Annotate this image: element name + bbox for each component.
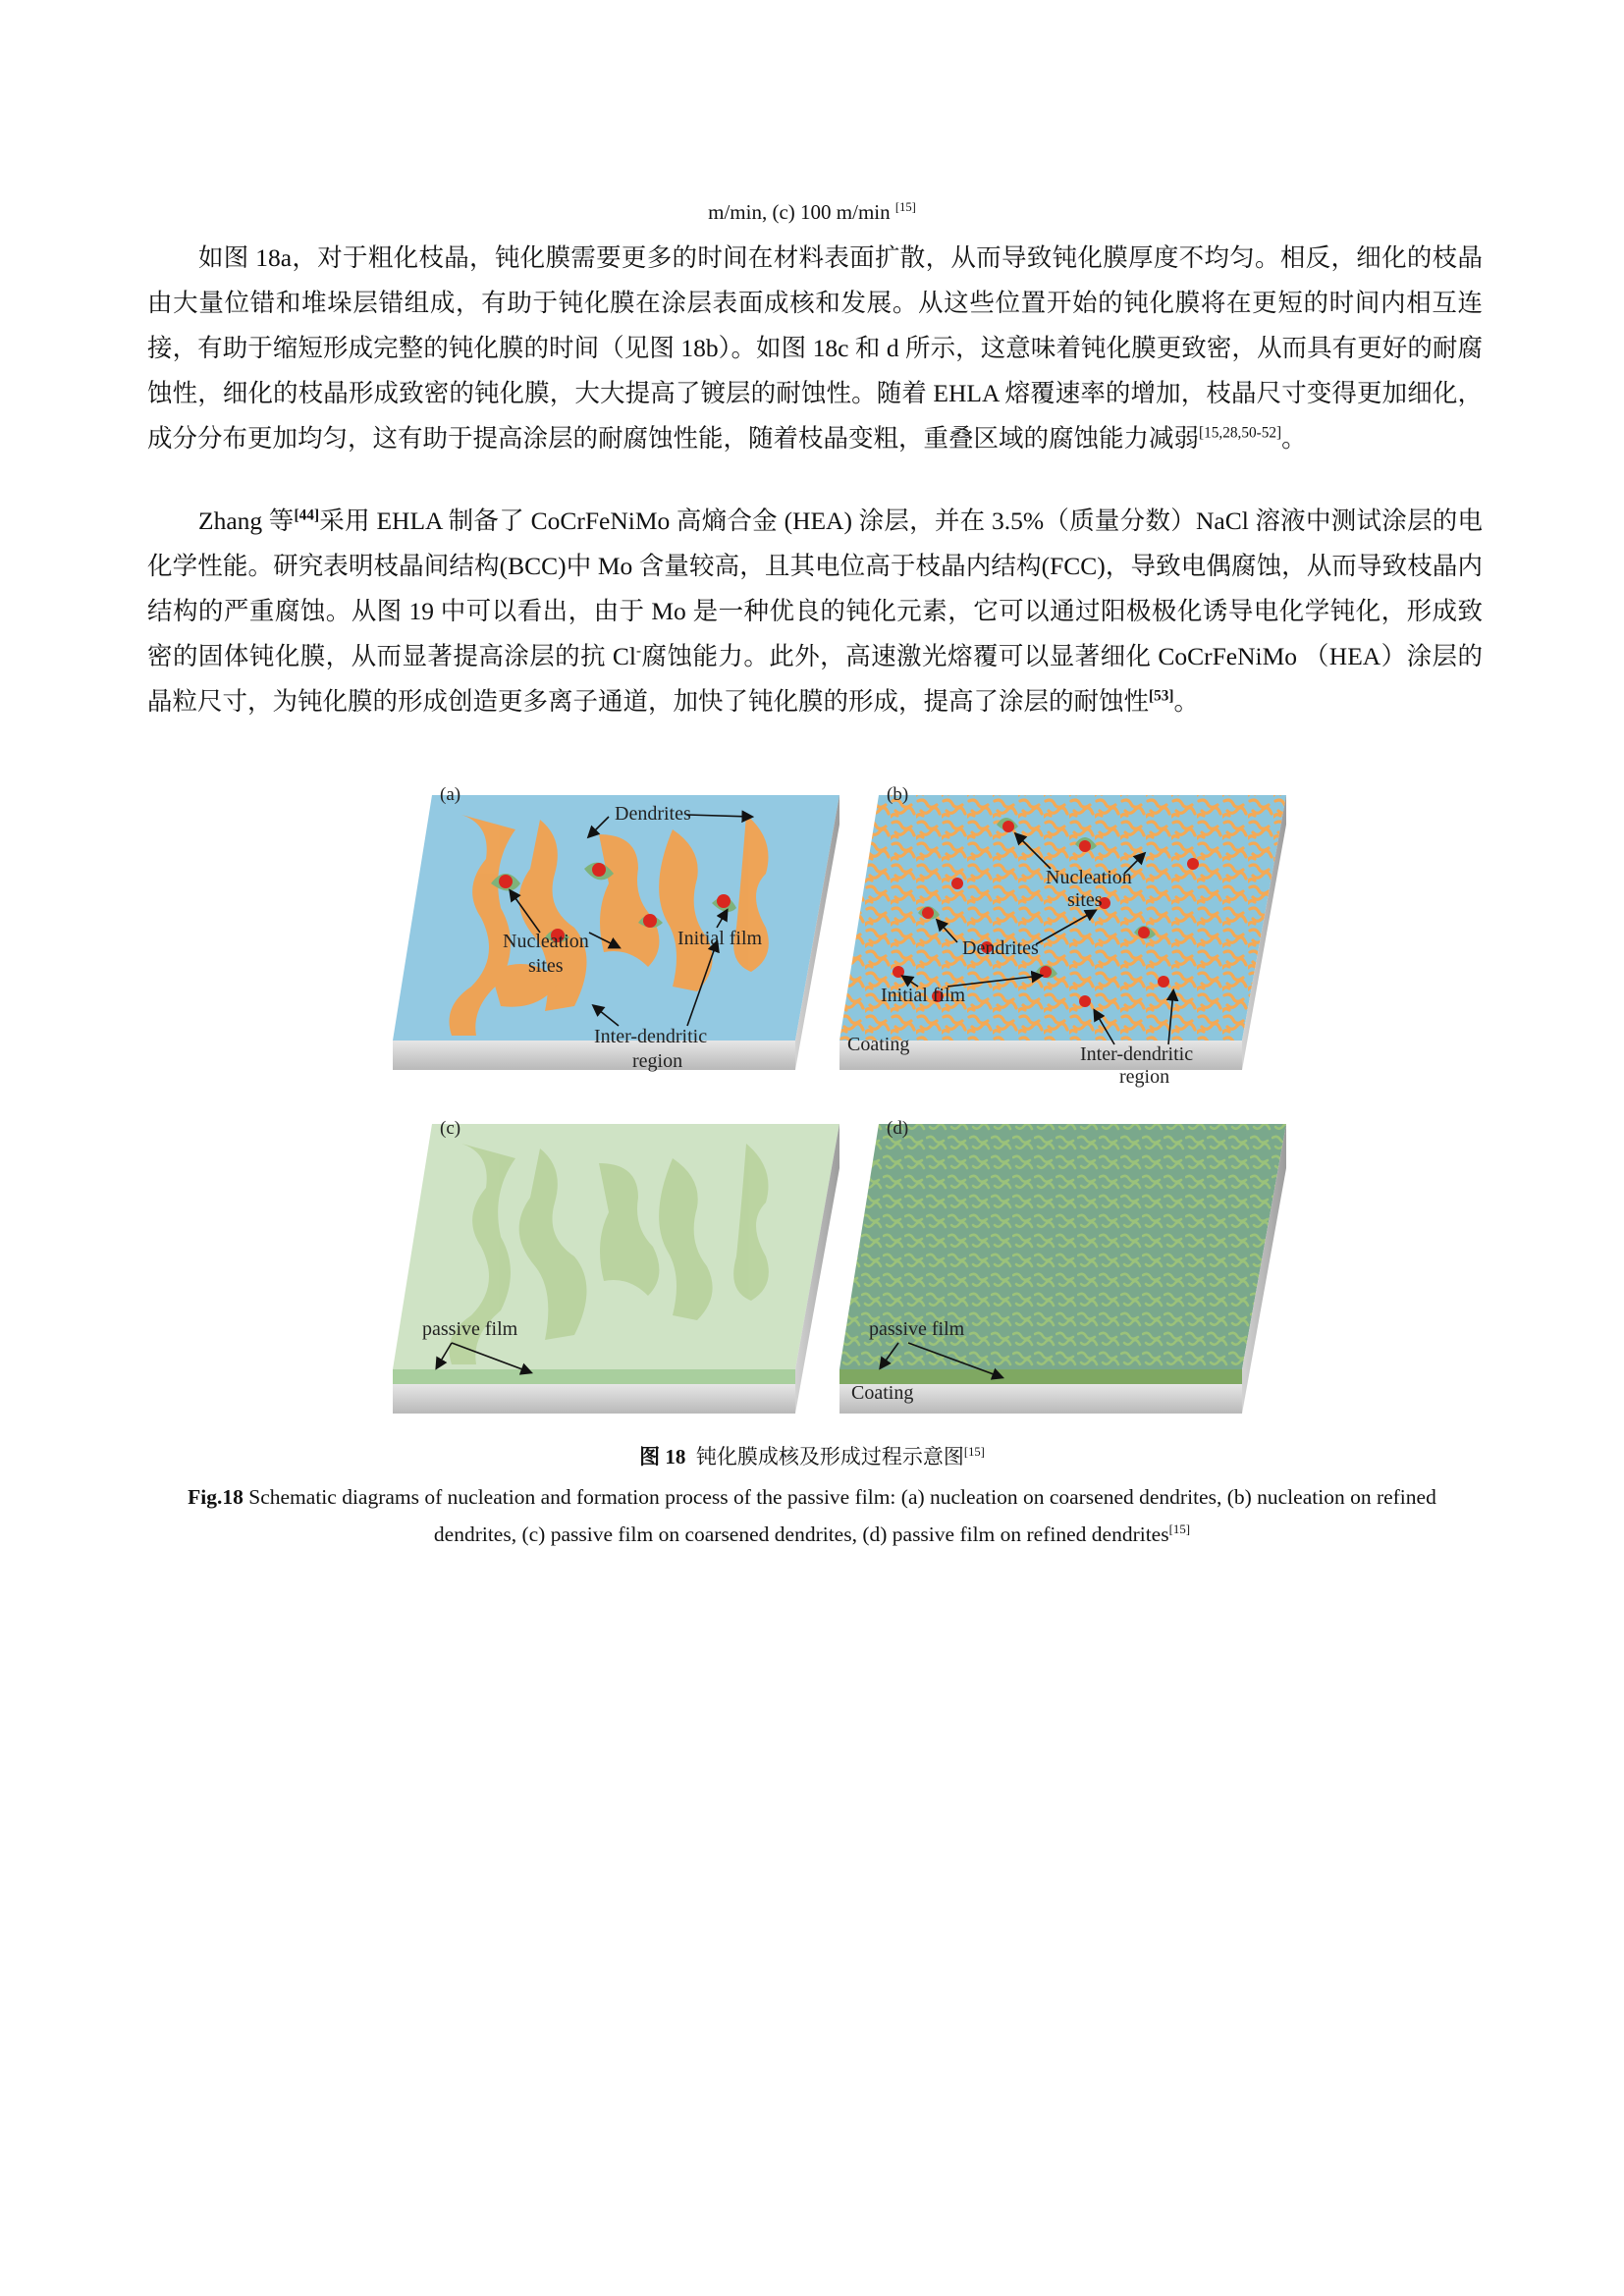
label-nucleation-b: Nucleation — [1046, 867, 1132, 888]
paragraph-1-reference: [15,28,50-52] — [1199, 424, 1282, 442]
panel-c-label: (c) — [440, 1118, 461, 1139]
figure-18 — [393, 775, 1306, 1423]
figure-caption-english — [187, 1478, 1437, 1553]
chloride-superscript: - — [635, 642, 642, 660]
label-passive-film-c: passive film — [422, 1318, 518, 1340]
paragraph-2-text-a: 采用 EHLA 制备了 CoCrFeNiMo 高熵合金 (HEA) 涂层，并在 3.5%（质量分数）NaCl 溶液中测试涂层的电化学性能。研究表明枝晶间结构(BCC)中 Mo 含量较高，且其电位高于枝晶内结构(FCC)，导致电偶腐蚀，从而导致枝晶内结构的严重腐蚀。从图 19 中可以看出，由于 Mo 是一种优良的钝化元素，它可以通过阳极极化诱导电化学钝化，形成致密的固体钝化膜，从而显著提高涂层的抗 Cl — [147, 507, 1483, 670]
paragraph-2-text-b: 腐蚀能力。此外，高速激光熔覆可以显著细化 CoCrFeNiMo （HEA）涂层的晶粒尺寸，为钝化膜的形成创造更多离子通道，加快了钝化膜的形成，提高了涂层的耐蚀性 — [147, 642, 1483, 716]
paragraph-2-start: Zhang 等 — [198, 507, 295, 535]
label-sites-a: sites — [528, 955, 564, 977]
figure-caption-en-reference: [15] — [1168, 1522, 1191, 1536]
label-sites-b: sites — [1067, 889, 1103, 911]
label-initial-film-a: Initial film — [677, 928, 763, 949]
figure-label-en: Fig.18 — [188, 1485, 244, 1509]
paragraph-2 — [147, 499, 1483, 724]
figure-caption-cn-text: 钝化膜成核及形成过程示意图 — [695, 1445, 964, 1468]
label-nucleation-a: Nucleation — [503, 931, 589, 952]
paragraph-2-reference-2: [53] — [1149, 687, 1174, 705]
label-dendrites-b: Dendrites — [962, 937, 1039, 959]
label-dendrites-a: Dendrites — [615, 803, 691, 825]
panel-b-label: (b) — [887, 784, 909, 805]
figure-caption-cn-reference: [15] — [963, 1445, 985, 1459]
paragraph-2-end: 。 — [1173, 687, 1200, 716]
label-region-b: region — [1119, 1066, 1170, 1088]
figure-caption-en-text: Schematic diagrams of nucleation and formation process of the passive film: (a) nucleation on coarsened dendrites, (b) nucleation on refined dendrites, (c) passive film on coarsened dendrites, (d) passive film on refined dendrites — [248, 1485, 1436, 1546]
previous-figure-caption-tail — [0, 200, 1624, 225]
panel-a-label: (a) — [440, 784, 461, 805]
panel-b — [839, 784, 1286, 1088]
paragraph-1 — [147, 236, 1483, 461]
label-inter-dendritic-a: Inter-dendritic — [594, 1026, 708, 1047]
panel-d — [839, 1118, 1286, 1414]
panel-a — [393, 784, 839, 1072]
caption-tail-reference: [15] — [894, 200, 916, 214]
label-coating-b: Coating — [847, 1034, 910, 1055]
caption-tail-text: m/min, (c) 100 m/min — [708, 200, 891, 224]
paragraph-1-text: 如图 18a，对于粗化枝晶，钝化膜需要更多的时间在材料表面扩散，从而导致钝化膜厚度不均匀。相反，细化的枝晶由大量位错和堆垛层错组成，有助于钝化膜在涂层表面成核和发展。从这些位置开始的钝化膜将在更短的时间内相互连接，有助于缩短形成完整的钝化膜的时间（见图 18b）。如图 18c 和 d 所示，这意味着钝化膜更致密，从而具有更好的耐腐蚀性，细化的枝晶形成致密的钝化膜，大大提高了镀层的耐蚀性。随着 EHLA 熔覆速率的增加，枝晶尺寸变得更加细化，成分分布更加均匀，这有助于提高涂层的耐腐蚀性能，随着枝晶变粗，重叠区域的腐蚀能力减弱 — [147, 243, 1483, 453]
paragraph-2-reference-1: [44] — [294, 507, 320, 524]
panel-d-label: (d) — [887, 1118, 909, 1139]
paragraph-1-end: 。 — [1281, 424, 1307, 453]
figure-18-schematic — [393, 775, 1306, 1423]
figure-caption-chinese — [0, 1441, 1624, 1470]
label-inter-dendritic-b: Inter-dendritic — [1080, 1043, 1194, 1065]
panel-c-film-layer — [393, 1369, 795, 1384]
figure-label-cn: 图 18 — [639, 1445, 686, 1468]
panel-c — [393, 1118, 839, 1414]
panel-c-front-side — [393, 1384, 795, 1414]
label-passive-film-d: passive film — [869, 1318, 965, 1340]
label-region-a: region — [632, 1050, 683, 1072]
label-initial-film-b: Initial film — [881, 985, 966, 1006]
label-coating-d: Coating — [851, 1382, 914, 1404]
